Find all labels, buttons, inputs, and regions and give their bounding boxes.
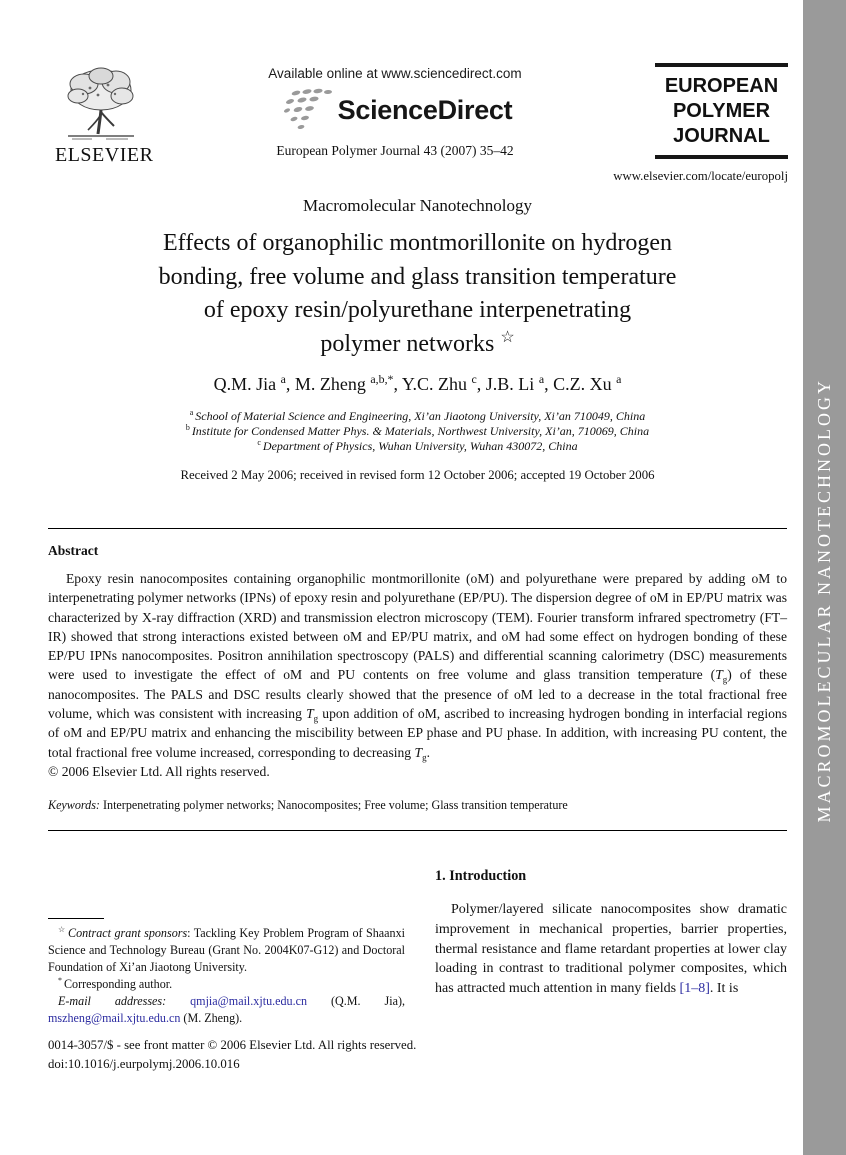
footnote-grant: ☆ Contract grant sponsors: Tackling Key Problem Program of Shaanxi Science and Technology Bureau (Grant No. 2004K07-G12) and Doctoral Foundation of Xi’an Jiaotong University. xyxy=(48,924,405,974)
abstract-body: Epoxy resin nanocomposites containing organophilic montmorillonite (oM) and polyurethane were prepared by adding oM to interpenetrating polymer networks (IPNs) of epoxy resin and polyurethane (EP/PU). The dispersion degree of oM in EP/PU matrix was characterized by X-ray diffraction (XRD) and transmission electron microscopy (TEM). Fourier transform infrared spectrometry (FT–IR) showed that strong interactions existed between oM and EP/PU matrix, and oM had some effect on hydrogen bonding of these EP/PU IPNs nanocomposites. Positron annihilation spectroscopy (PALS) and differential scanning calorimetry (DSC) measurements were used to investigate the effect of oM and PU contents on free volume and glass transition temperature $(T_g)$ of these nanocomposites. The PALS and DSC results clearly showed that the presence of oM led to a decrease in the total fractional free volume, which was consistent with increasing $T_g$ upon addition of oM, ascribed to increasing hydrogen bonding in interfacial regions of oM and EP/PU matrix and enhancing the miscibility between EP phase and PU phase. In addition, with increasing PU content, the total fractional free volume increased, corresponding to decreasing $T_g$. xyxy=(48,571,788,763)
introduction-heading: 1. Introduction xyxy=(435,868,527,884)
copyright-line: © 2006 Elsevier Ltd. All rights reserved. xyxy=(48,763,270,779)
left-column xyxy=(48,862,405,1027)
journal-name-box xyxy=(655,63,788,159)
article-title xyxy=(48,227,787,361)
journal-name-line: EUROPEAN xyxy=(664,75,779,97)
received-dates: Received 2 May 2006; received in revised form 12 October 2006; accepted 19 October 2006 xyxy=(180,468,655,482)
journal-name-line: JOURNAL xyxy=(673,125,770,147)
header-center xyxy=(190,66,600,159)
footnote-email-addresses: E-mail addresses: qmjia@mail.xjtu.edu.cn (Q.M. Jia), mszheng@mail.xjtu.edu.cn (M. Zheng). xyxy=(48,994,405,1025)
footnote-block xyxy=(48,918,405,1027)
page-footer xyxy=(48,1036,648,1073)
title-footnote-star: ☆ xyxy=(500,328,515,346)
footnote-corresponding-author: * Corresponding author. xyxy=(58,975,173,991)
title-line: bonding, free volume and glass transition temperature xyxy=(158,263,677,290)
elsevier-wordmark: ELSEVIER xyxy=(55,144,154,166)
footnote-rule xyxy=(48,918,104,919)
elsevier-logo xyxy=(55,64,154,167)
journal-name-line: POLYMER xyxy=(672,100,771,122)
keywords-bottom-rule xyxy=(48,830,787,831)
reference-link-1-8[interactable]: [1–8] xyxy=(679,981,710,997)
journal-citation: European Polymer Journal 43 (2007) 35–42 xyxy=(276,143,514,158)
title-line: polymer networks ☆ xyxy=(320,328,515,357)
sidebar-section-title: MACROMOLECULAR NANOTECHNOLOGY xyxy=(814,378,834,823)
issn-copyright-line: 0014-3057/$ - see front matter © 2006 Elsevier Ltd. All rights reserved. xyxy=(48,1038,417,1052)
keywords-line: Keywords: Interpenetrating polymer networks; Nanocomposites; Free volume; Glass transition temperature xyxy=(48,798,568,813)
author-list: Q.M. Jia $^a$, M. Zheng $^{a,b,*}$, Y.C. Zhu $^c$, J.B. Li $^a$, C.Z. Xu $^a$ xyxy=(213,372,622,394)
affiliations xyxy=(48,409,787,454)
introduction-paragraph: Polymer/layered silicate nanocomposites show dramatic improvement in mechanical properties, barrier properties, thermal resistance and flame retardant properties at lower clay loading in contrast to traditional polymer composites, which has attracted much attention in many fields [1–8]. It is xyxy=(435,902,787,997)
abstract-heading: Abstract xyxy=(48,543,99,558)
sciencedirect-wordmark: ScienceDirect xyxy=(337,94,513,125)
email-link-mszheng[interactable]: mszheng@mail.xjtu.edu.cn xyxy=(48,1011,181,1025)
sciencedirect-logo xyxy=(190,88,600,132)
sciencedirect-dots-icon xyxy=(278,88,334,132)
body-columns xyxy=(48,862,787,1027)
section-sidebar xyxy=(803,0,846,1155)
journal-homepage-url: www.elsevier.com/locate/europolj xyxy=(613,169,788,183)
doi-line: doi:10.1016/j.eurpolymj.2006.10.016 xyxy=(48,1056,240,1071)
email-link-qmjia[interactable]: qmjia@mail.xjtu.edu.cn xyxy=(190,994,308,1008)
double-rule-bottom xyxy=(655,155,788,159)
abstract-top-rule xyxy=(48,528,787,529)
title-line: of epoxy resin/polyurethane interpenetrating xyxy=(203,297,632,323)
affiliation-b: $^b$ Institute for Condensed Matter Phys. & Materials, Northwest University, Xi’an, 710069, China xyxy=(185,423,650,438)
abstract-section xyxy=(48,543,787,813)
affiliation-a: $^a$ School of Material Science and Engineering, Xi’an Jiaotong University, Xi’an 710049, China xyxy=(189,408,646,423)
section-banner: Macromolecular Nanotechnology xyxy=(303,196,532,215)
title-line: Effects of organophilic montmorillonite on hydrogen xyxy=(162,230,672,256)
elsevier-tree-icon xyxy=(58,64,144,142)
right-column xyxy=(435,862,787,1027)
affiliation-c: $^c$ Department of Physics, Wuhan University, Wuhan 430072, China xyxy=(257,438,578,453)
available-online-text: Available online at www.sciencedirect.com xyxy=(268,66,522,81)
